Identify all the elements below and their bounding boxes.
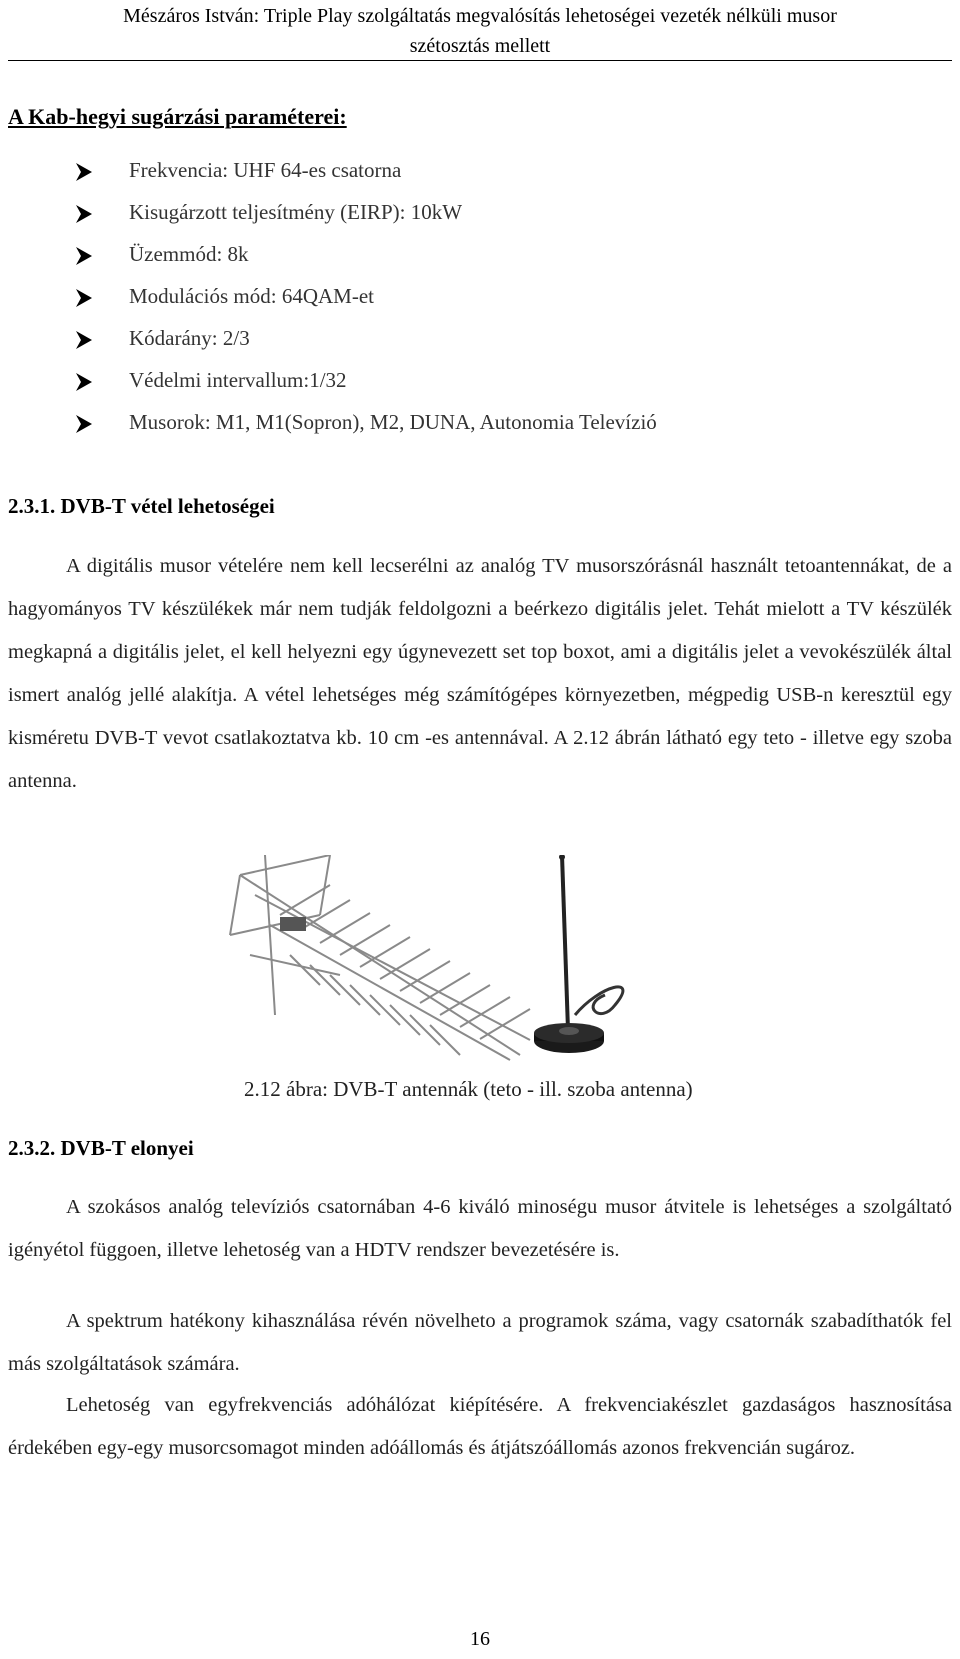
list-item (0, 368, 960, 410)
section-heading-231: 2.3.1. DVB-T vétel lehetoségei (8, 494, 275, 518)
paragraph-advantage-3: Lehetoség van egyfrekvenciás adóhálózat kiépítésére. A frekvenciakészlet gazdaságos hasznosítása érdekében egy-egy musorcsomagot minden adóállomás és átjátszóállomás azonos frekvencián sugároz. (8, 1394, 952, 1459)
page-number: 16 (470, 1628, 490, 1650)
list-item (0, 326, 960, 368)
list-item-text: Üzemmód: 8k (129, 242, 249, 266)
paragraph-advantage-2: A spektrum hatékony kihasználása révén növelheto a programok száma, vagy csatornák szabadíthatók fel más szolgáltatások számára. (8, 1310, 952, 1375)
arrow-bullet-icon (72, 370, 96, 394)
arrow-bullet-icon (72, 412, 96, 436)
list-item-text: Musorok: M1, M1(Sopron), M2, DUNA, Autonomia Televízió (129, 410, 657, 434)
arrow-bullet-icon (72, 328, 96, 352)
arrow-bullet-icon (72, 160, 96, 184)
list-item-text: Frekvencia: UHF 64-es csatorna (129, 158, 402, 182)
paragraph-dvbt-reception: A digitális musor vételére nem kell lecserélni az analóg TV musorszórásnál használt tetoantennákat, de a hagyományos TV készülékek már nem tudják feldolgozni a beérkezo digitális jelet. Tehát mielott a TV készülék megkapná a digitális jelet, el kell helyezni egy úgynevezett set top boxot, ami a digitális jelet a vevokészülék által ismert analóg jellé alakítja. A vétel lehetséges még számítógépes környezetben, mégpedig USB-n keresztül egy kisméretu DVB-T vevot csatlakoztatva kb. 10 cm -es antennával. A 2.12 ábrán látható egy teto - illetve egy szoba antenna. (8, 555, 952, 792)
list-item-text: Modulációs mód: 64QAM-et (129, 284, 374, 308)
arrow-bullet-icon (72, 244, 96, 268)
list-item-text: Kódarány: 2/3 (129, 326, 250, 350)
paragraph-advantage-1: A szokásos analóg televíziós csatornában 4-6 kiváló minoségu musor átvitele is lehetséges a szolgáltató igényétol függoen, illetve lehetoség van a HDTV rendszer bevezetésére is. (8, 1196, 952, 1261)
arrow-bullet-icon (72, 286, 96, 310)
list-item (0, 242, 960, 284)
section-title: A Kab-hegyi sugárzási paraméterei: (8, 104, 347, 129)
antenna-figure (220, 855, 760, 1065)
header-line-2: szétosztás mellett (409, 35, 551, 57)
figure-caption: 2.12 ábra: DVB-T antennák (teto - ill. szoba antenna) (244, 1077, 693, 1101)
rooftop-antenna-image (220, 855, 760, 1065)
header-divider (8, 60, 952, 61)
list-item (0, 410, 960, 452)
list-item-text: Kisugárzott teljesítmény (EIRP): 10kW (129, 200, 463, 224)
list-item (0, 158, 960, 200)
header-line-1: Mészáros István: Triple Play szolgáltatás megvalósítás lehetoségei vezeték nélküli musor (123, 5, 837, 27)
indoor-antenna-image (534, 855, 623, 1053)
parameter-list (0, 158, 960, 452)
page-header (0, 0, 960, 61)
list-item (0, 284, 960, 326)
list-item-text: Védelmi intervallum:1/32 (129, 368, 347, 392)
list-item (0, 200, 960, 242)
arrow-bullet-icon (72, 202, 96, 226)
section-heading-232: 2.3.2. DVB-T elonyei (8, 1136, 194, 1160)
